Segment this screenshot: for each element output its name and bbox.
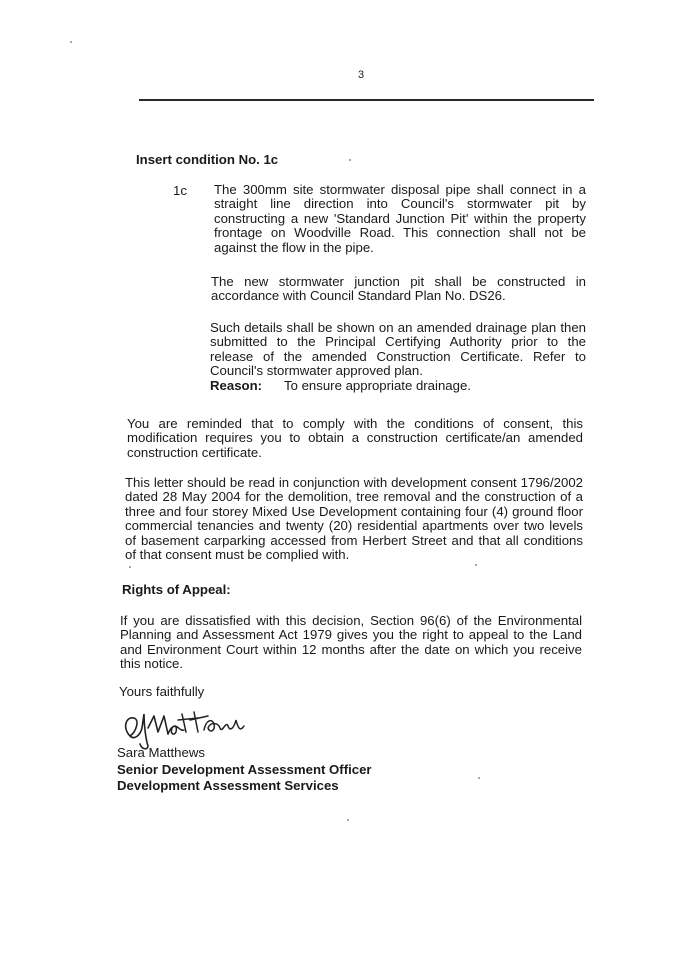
condition-number: 1c [173, 183, 187, 198]
appeal-paragraph: If you are dissatisfied with this decision, Section 96(6) of the Environmental Planning and Assessment Act 1979 gives you the right to appeal to the Land and Environment Court within 12 months after the date on which you receive this notice. [120, 613, 582, 672]
signatory-title: Senior Development Assessment Officer [117, 762, 372, 777]
scan-speck [475, 564, 477, 566]
section-heading: Insert condition No. 1c [136, 152, 279, 167]
scan-speck [70, 41, 72, 43]
appeal-heading: Rights of Appeal: [122, 582, 231, 597]
closing-text: Yours faithfully [119, 684, 205, 699]
condition-paragraph-1: The 300mm site stormwater disposal pipe shall connect in a straight line direction into Council's stormwater pit by constructing a new 'Standard Junction Pit' within the property frontage on Woodville Road. This connection shall not be against the flow in the pipe. [214, 182, 586, 255]
consent-paragraph: This letter should be read in conjunction with development consent 1796/2002 dated 28 May 2004 for the demolition, tree removal and the construction of a three and four storey Mixed Use Development containing four (4) ground floor commercial tenancies and twenty (20) residential apartments over two levels of basement carparking accessed from Herbert Street and that all conditions of that consent must be complied with. [125, 475, 583, 563]
header-rule [139, 99, 594, 101]
condition-paragraph-3: Such details shall be shown on an amended drainage plan then submitted to the Principal Certifying Authority prior to the release of the amended Construction Certificate. Refer to Council's stormwater approved plan. [210, 320, 586, 379]
scan-speck [347, 819, 349, 821]
reason-text: To ensure appropriate drainage. [284, 378, 471, 393]
page-number: 3 [358, 69, 365, 81]
scan-speck [129, 566, 131, 568]
scan-speck [478, 777, 480, 779]
reminder-paragraph: You are reminded that to comply with the conditions of consent, this modification requires you to obtain a construction certificate/an amended construction certificate. [127, 416, 583, 460]
condition-paragraph-2: The new stormwater junction pit shall be constructed in accordance with Council Standard Plan No. DS26. [211, 274, 586, 304]
signatory-name: Sara Matthews [117, 745, 205, 760]
reason-line [210, 379, 471, 393]
scan-speck [349, 159, 351, 161]
reason-label: Reason: [210, 378, 263, 393]
signatory-department: Development Assessment Services [117, 778, 339, 793]
